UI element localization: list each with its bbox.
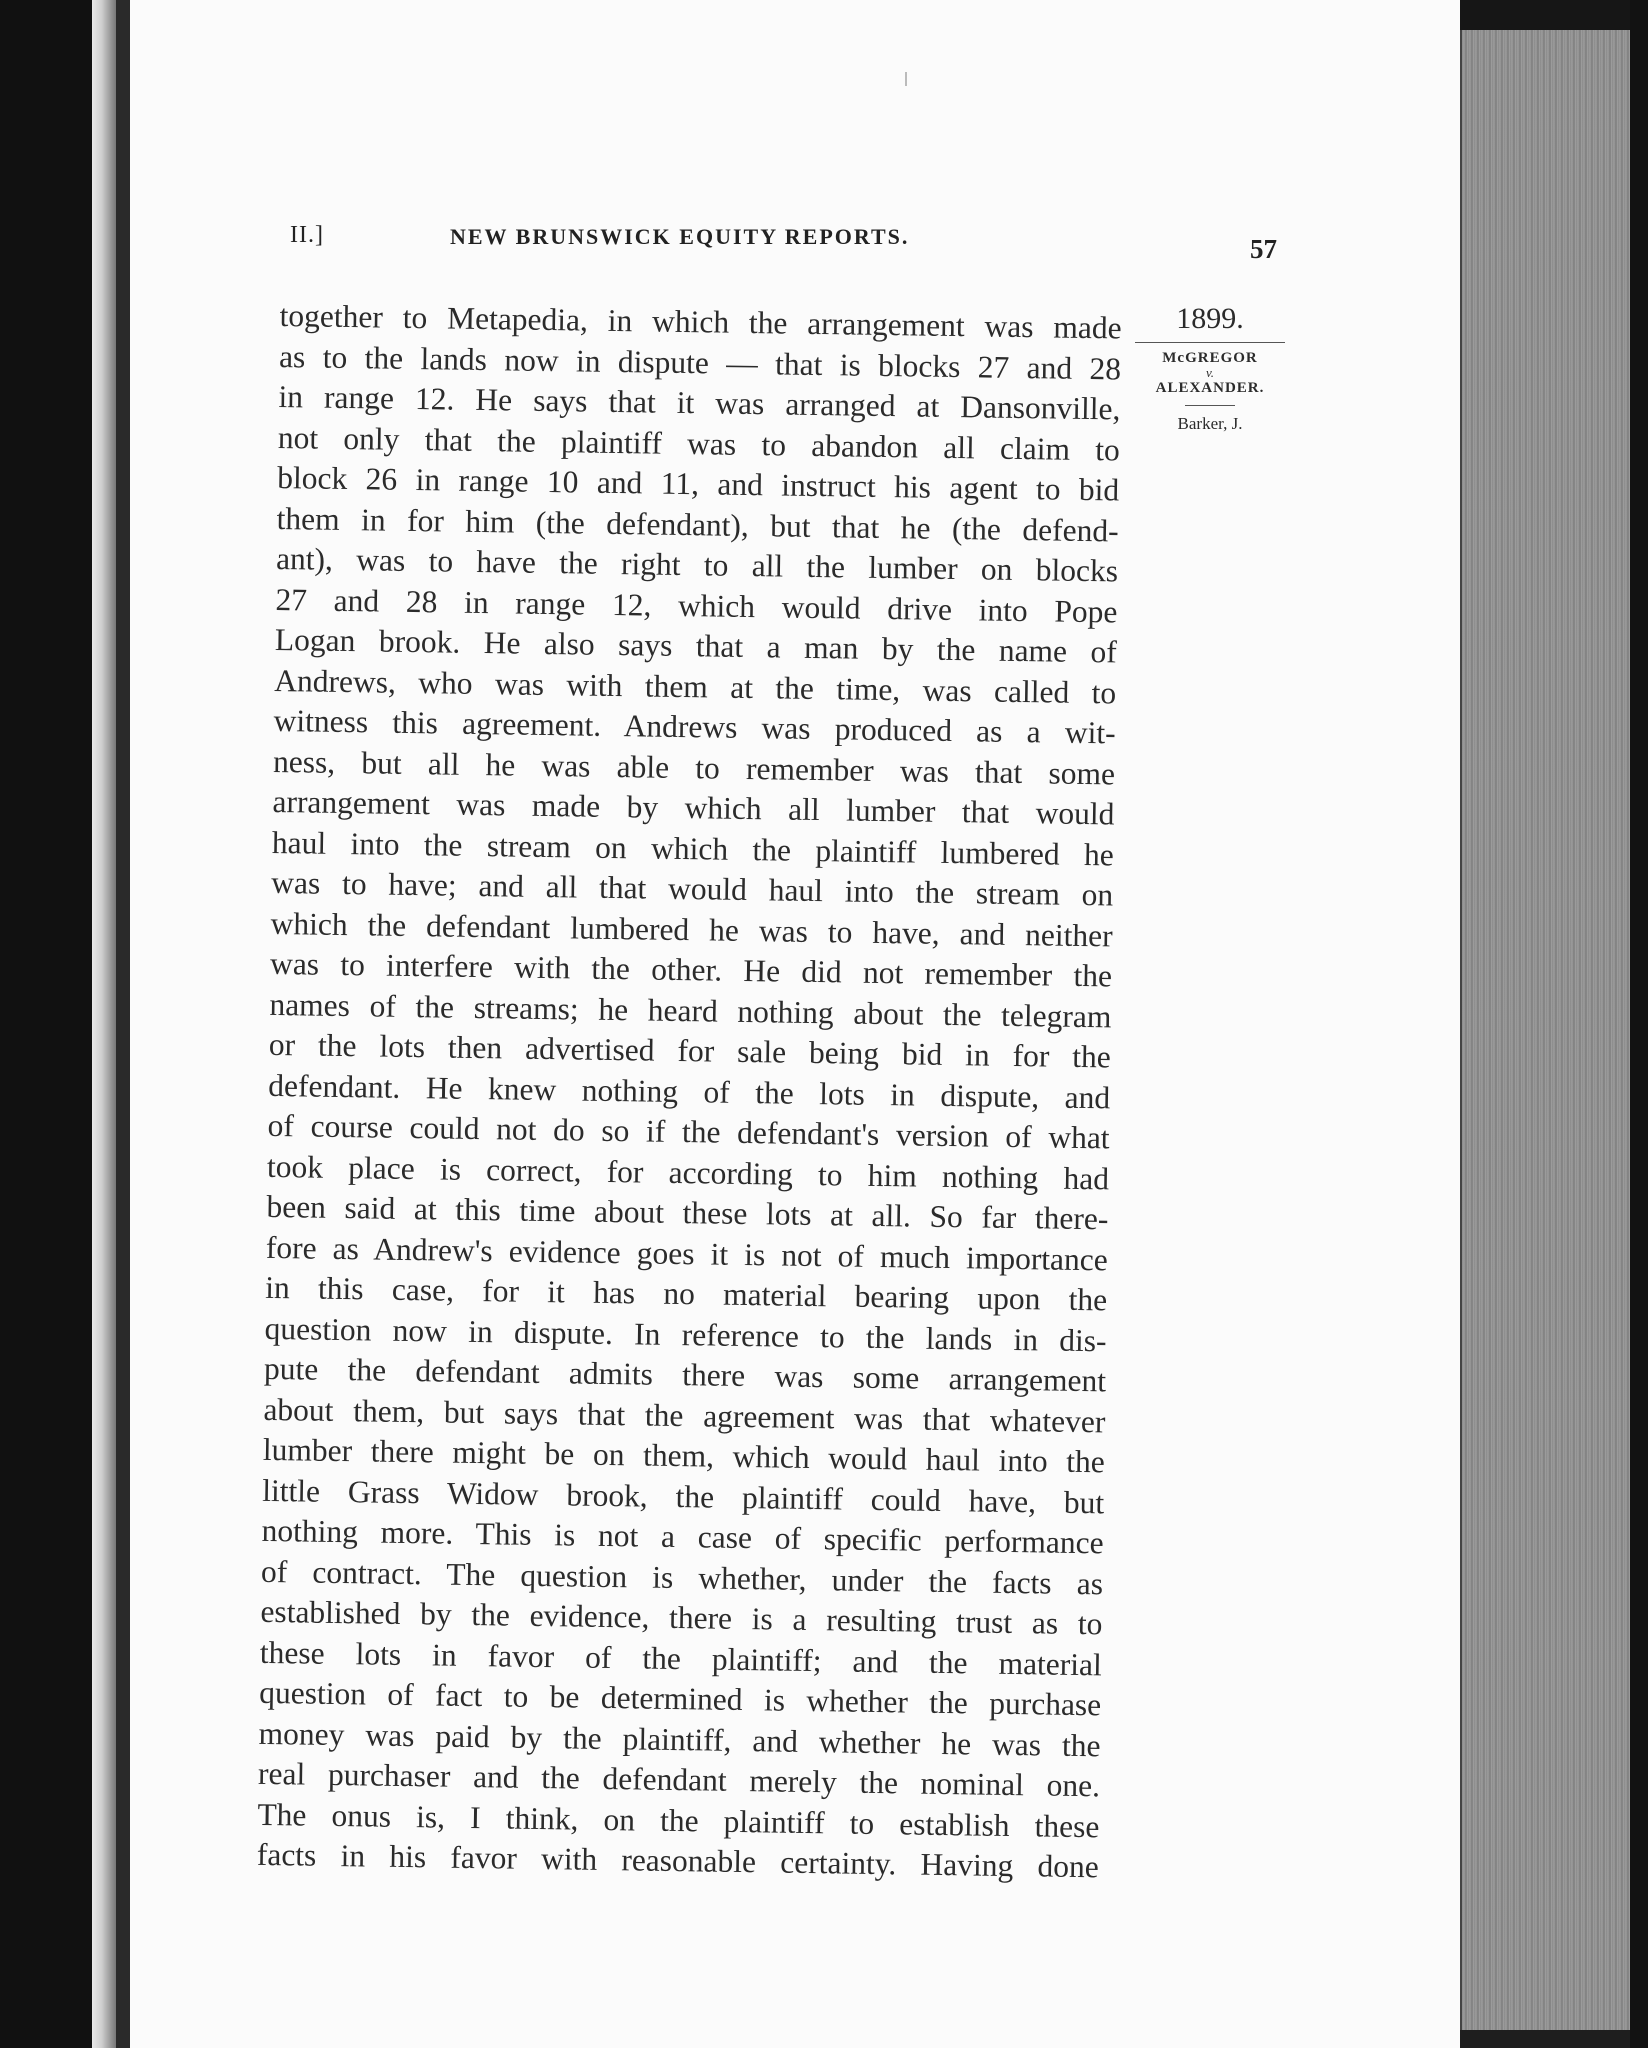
body-line: ness, but all he was able to remember was that some [272, 743, 1116, 791]
body-line: 27 and 28 in range 12, which would drive into Pope [275, 581, 1118, 629]
body-line: together to Metapedia, in which the arrangement was made [279, 297, 1122, 346]
body-line: money was paid by the plaintiff, and whether he was the [258, 1715, 1101, 1763]
body-line: names of the streams; he heard nothing about the telegram [269, 986, 1112, 1034]
body-line: pute the defendant admits there was some arrangement [263, 1350, 1107, 1399]
body-line: not only that the plaintiff was to abandon all claim to [277, 419, 1121, 467]
body-line: haul into the stream on which the plaintiff lumbered he [271, 824, 1115, 872]
body-line: established by the evidence, there is a resulting trust as to [260, 1593, 1103, 1642]
running-title: NEW BRUNSWICK EQUITY REPORTS. [450, 224, 910, 249]
body-line: these lots in favor of the plaintiff; and the material [259, 1634, 1103, 1682]
body-line: block 26 in range 10 and 11, and instruct his agent to bid [277, 459, 1120, 508]
page-number: 57 [1250, 234, 1277, 264]
body-line: little Grass Widow brook, the plaintiff could have, but [262, 1472, 1105, 1520]
body-line: been said at this time about these lots at all. So far there- [266, 1188, 1109, 1237]
section-marker: II.] [290, 222, 324, 248]
case-margin-note [1135, 302, 1285, 434]
scan-background-top-right [1460, 0, 1648, 30]
scan-speck [905, 72, 907, 86]
body-line: was to interfere with the other. He did not remember the [269, 945, 1113, 994]
body-line: about them, but says that the agreement was that whatever [263, 1391, 1106, 1439]
scan-background-left [0, 0, 92, 2048]
facing-page-gutter [92, 0, 116, 2048]
body-line: of course could not do so if the defendant's version of what [267, 1107, 1110, 1156]
running-head [290, 222, 1290, 262]
body-line: real purchaser and the defendant merely the nominal one. [257, 1755, 1101, 1804]
body-line: facts in his favor with reasonable certainty. Having done [256, 1836, 1100, 1885]
case-year: 1899. [1135, 302, 1285, 343]
book-spine-shadow [116, 0, 130, 2048]
scan-background-right [1630, 0, 1648, 2048]
body-line: question of fact to be determined is whether the purchase [259, 1674, 1102, 1723]
body-line: arrangement was made by which all lumber that would [272, 783, 1115, 832]
case-versus: v. [1205, 365, 1215, 380]
case-judge: Barker, J. [1177, 414, 1243, 433]
body-line: The onus is, I think, on the plaintiff to establish these [257, 1796, 1100, 1844]
body-line: them in for him (the defendant), but that he (the defend- [276, 500, 1119, 548]
page-block-edges [1460, 30, 1632, 2030]
body-line: fore as Andrew's evidence goes it is not of much importance [265, 1229, 1109, 1277]
body-line: defendant. He knew nothing of the lots in dispute, and [268, 1067, 1111, 1115]
body-line: of contract. The question is whether, under the facts as [260, 1553, 1104, 1601]
body-text [257, 296, 1122, 1888]
margin-note-divider [1185, 405, 1235, 406]
body-line: was to have; and all that would haul into the stream on [271, 864, 1114, 913]
body-line: or the lots then advertised for sale being bid in for the [268, 1026, 1112, 1075]
body-line: which the defendant lumbered he was to have, and neither [270, 905, 1113, 953]
body-line: took place is correct, for according to him nothing had [266, 1148, 1110, 1196]
case-party-defendant: ALEXANDER. [1155, 380, 1265, 396]
body-line: lumber there might be on them, which would haul into the [262, 1431, 1106, 1480]
case-party-plaintiff: McGREGOR [1162, 350, 1258, 366]
body-line: ant), was to have the right to all the lumber on blocks [275, 540, 1119, 589]
body-line: as to the lands now in dispute — that is blocks 27 and 28 [278, 338, 1122, 386]
body-line: nothing more. This is not a case of specific performance [261, 1512, 1104, 1561]
body-line: witness this agreement. Andrews was produced as a wit- [273, 702, 1116, 751]
body-line: Logan brook. He also says that a man by the name of [274, 621, 1118, 670]
body-line: in this case, for it has no material bearing upon the [265, 1269, 1108, 1318]
body-line: question now in dispute. In reference to the lands in dis- [264, 1310, 1107, 1358]
body-line: in range 12. He says that it was arranged at Dansonville, [278, 378, 1121, 427]
body-line: Andrews, who was with them at the time, was called to [274, 662, 1117, 710]
